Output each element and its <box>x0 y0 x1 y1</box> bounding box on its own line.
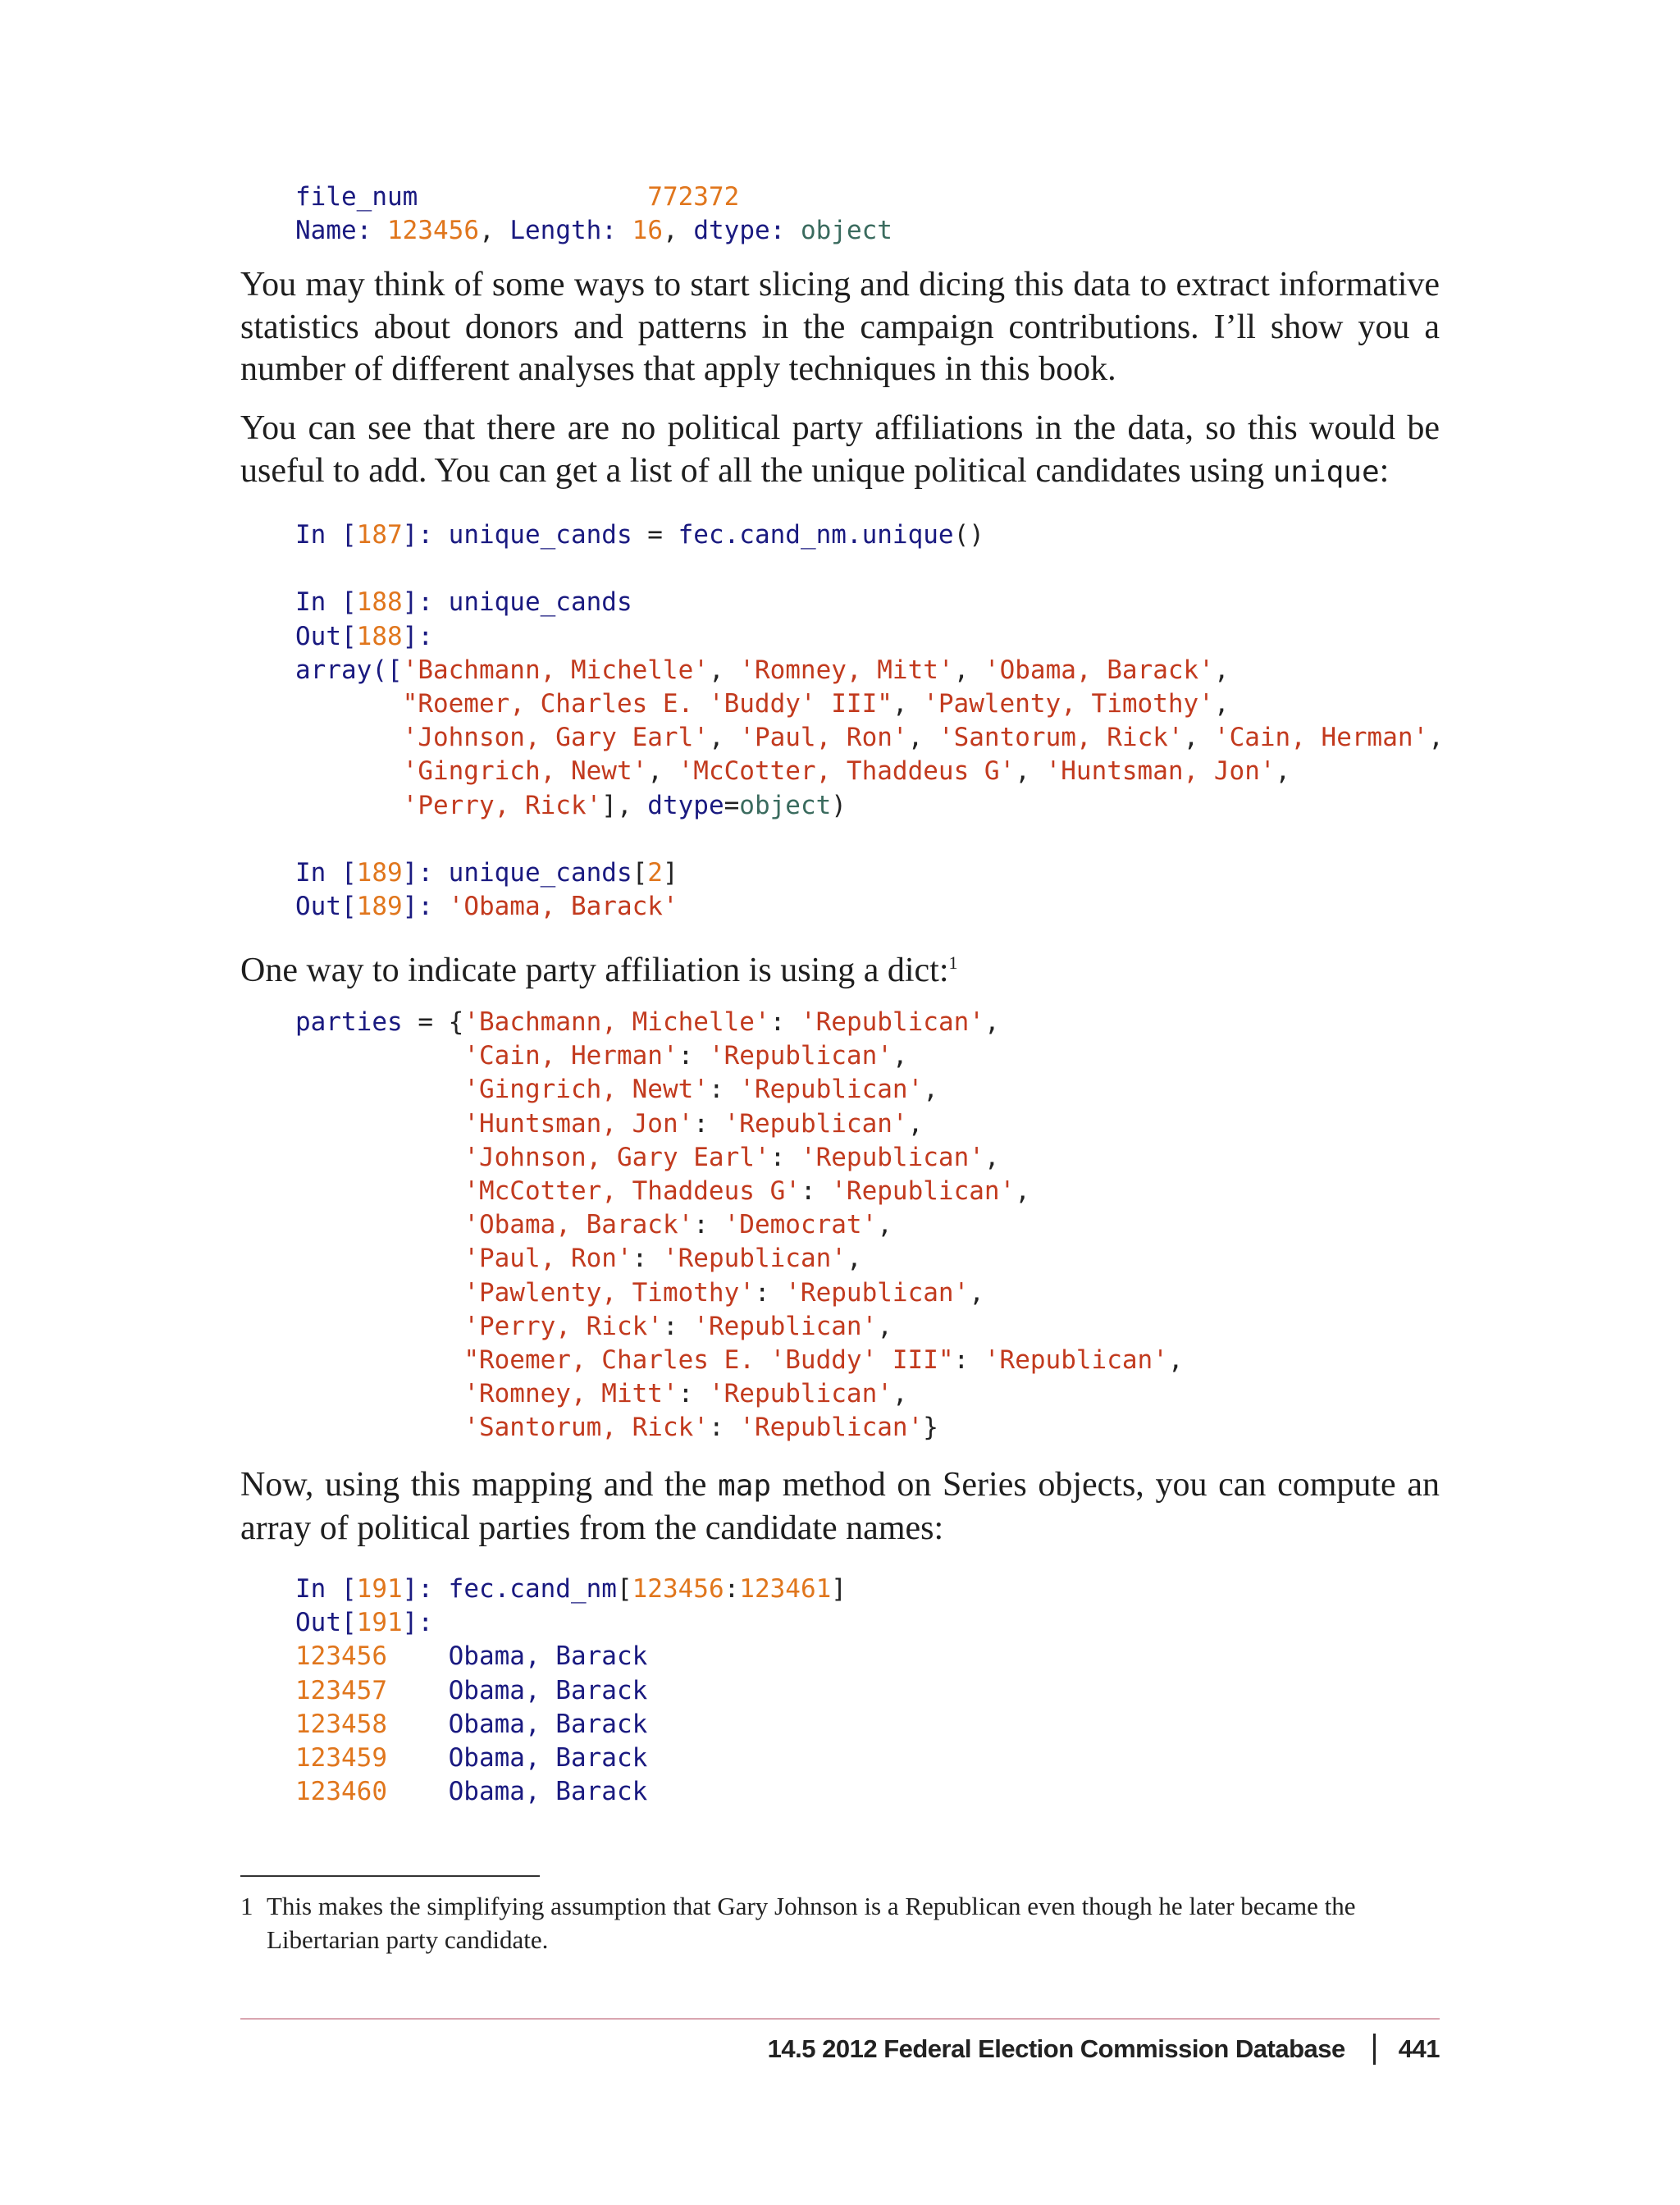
paragraph-map: Now, using this mapping and the map method on Series objects, you can compute an array of political parties from the candidate names: <box>240 1466 1440 1547</box>
footnote-ref[interactable]: 1 <box>948 952 958 973</box>
paragraph-unique: You can see that there are no political party affiliations in the data, so this would be useful to add. You can get a list of all the unique political candidates using unique: <box>240 409 1440 490</box>
running-footer <box>768 2029 1440 2070</box>
code-block-cand-slice: In [191]: fec.cand_nm[123456:123461] Out[191]: 123456 Obama, Barack 123457 Obama, Barack 123458 Obama, Barack 123459 Obama, Barack 123460 Obama, Barack <box>295 1574 847 1807</box>
paragraph-dict: One way to indicate party affiliation is using a dict:$^1$ <box>240 952 958 989</box>
footnote-divider <box>240 1875 540 1877</box>
code-block-parties: parties = {'Bachmann, Michelle': 'Republican', 'Cain, Herman': 'Republican', 'Gingrich, Newt': 'Republican', 'Huntsman, Jon': 'Republican', 'Johnson, Gary Earl': 'Republican', 'McCotter, Thaddeus G': 'Republican', 'Obama, Barack': 'Democrat', 'Paul, Ron': 'Republican', 'Pawlenty, Timothy': 'Republican', 'Perry, Rick': 'Republican', "Roemer, Charles E. 'Buddy' III": 'Republican', 'Romney, Mitt': 'Republican', 'Santorum, Rick': 'Republican'} <box>295 1007 1184 1443</box>
page-number: 441 <box>1398 2034 1440 2063</box>
inline-code-map: map <box>718 1469 772 1503</box>
paragraph-intro: You may think of some ways to start slicing and dicing this data to extract informative statistics about donors and patterns in the campaign contributions. I’ll show you a number of different analyses that apply techniques in this book. <box>240 266 1440 388</box>
footer-separator <box>1373 2034 1376 2065</box>
code-block-unique-cands: In [187]: unique_cands = fec.cand_nm.unique() In [188]: unique_cands Out[188]: array(['Bachmann, Michelle', 'Romney, Mitt', 'Obama, Barack', "Roemer, Charles E. 'Buddy' III", 'Pawlenty, Timothy', 'Johnson, Gary Earl', 'Paul, Ron', 'Santorum, Rick', 'Cain, Herman', 'Gingrich, Newt', 'McCotter, Thaddeus G', 'Huntsman, Jon', 'Perry, Rick'], dtype=object) In [189]: unique_cands[2] Out[189]: 'Obama, Barack' <box>295 520 1444 922</box>
footer-section-title: 14.5 2012 Federal Election Commission Database <box>767 2034 1345 2063</box>
footnote-number: 1 <box>240 1892 253 1920</box>
footnote <box>240 1889 1440 1956</box>
footnote-text: This makes the simplifying assumption that Gary Johnson is a Republican even though he later became the Libertarian party candidate. <box>267 1892 1356 1954</box>
code-block-top: file_num 772372 Name: 123456, Length: 16, dtype: object <box>295 182 892 246</box>
footer-divider <box>240 2018 1440 2020</box>
inline-code-unique: unique <box>1272 454 1380 489</box>
